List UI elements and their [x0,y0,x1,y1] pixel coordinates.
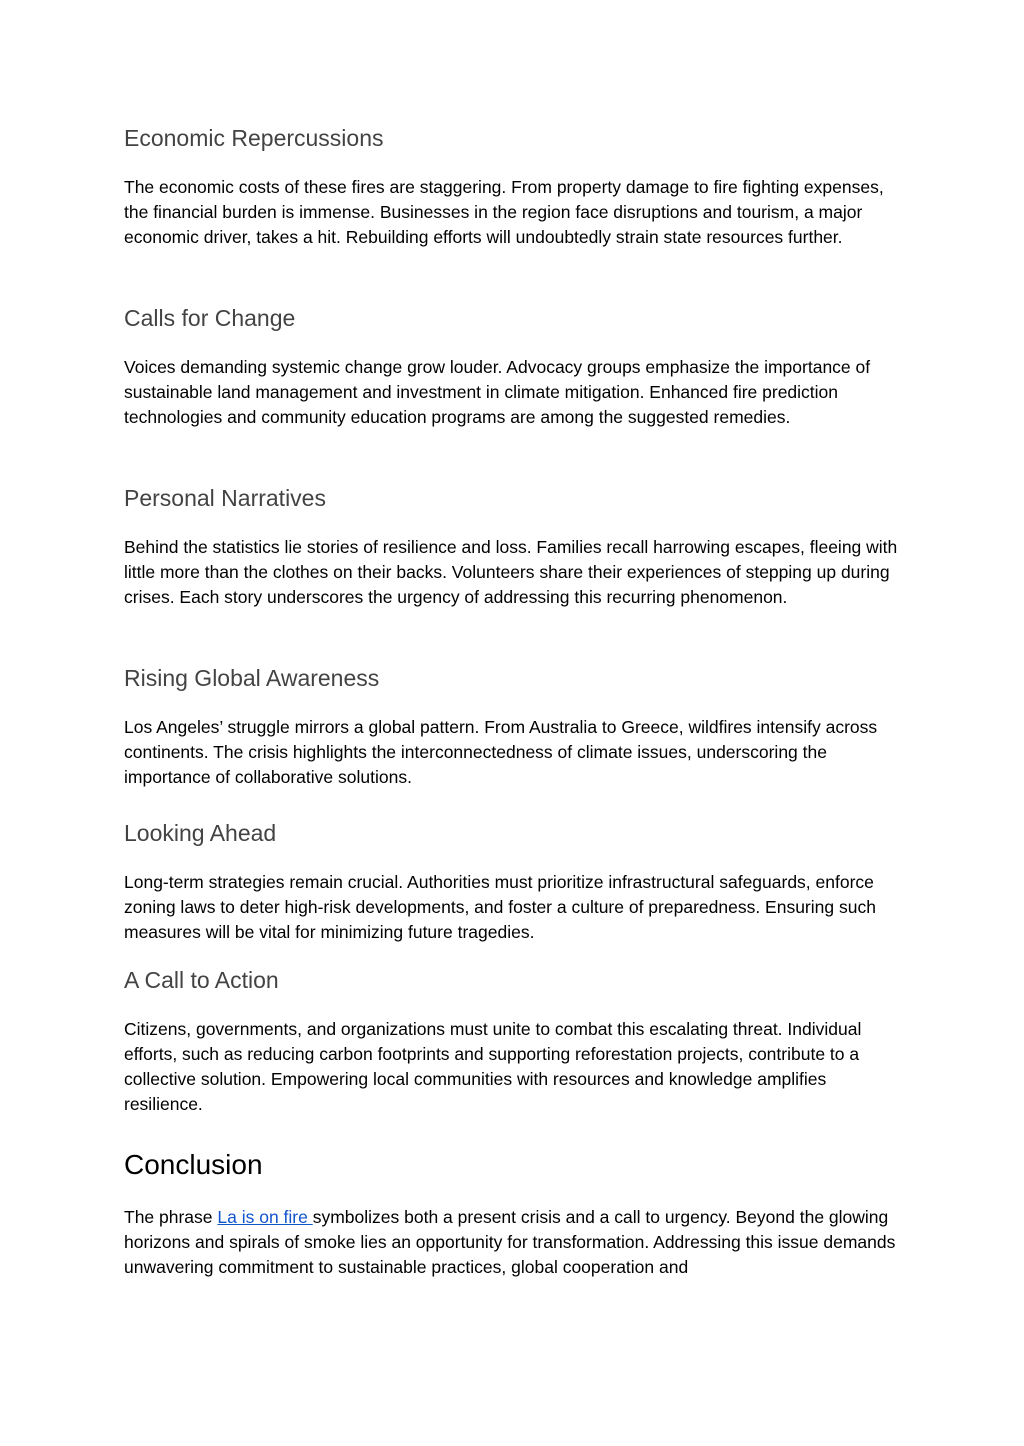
paragraph-calls-for-change: Voices demanding systemic change grow louder. Advocacy groups emphasize the importance of sustainable land management and investment in climate mitigation. Enhanced fire prediction technologies and community education programs are among the suggested remedies. [124,357,871,427]
conclusion-text-prefix: The phrase [124,1207,218,1227]
la-is-on-fire-link[interactable]: La is on fire [217,1207,313,1227]
heading-looking-ahead: Looking Ahead [124,820,277,846]
heading-personal-narratives: Personal Narratives [124,485,326,511]
paragraph-personal-narratives: Behind the statistics lie stories of resilience and loss. Families recall harrowing escapes, fleeing with little more than the clothes on their backs. Volunteers share their experiences of stepping up during crises. Each story underscores the urgency of addressing this recurring phenomenon. [124,537,898,607]
paragraph-rising-global-awareness: Los Angeles’ struggle mirrors a global pattern. From Australia to Greece, wildfires intensify across continents. The crisis highlights the interconnectedness of climate issues, underscoring the importance of collaborative solutions. [124,717,878,787]
heading-a-call-to-action: A Call to Action [124,967,279,993]
paragraph-a-call-to-action: Citizens, governments, and organizations must unite to combat this escalating threat. Individual efforts, such as reducing carbon footprints and supporting reforestation projects, contribute to a collective solution. Empowering local communities with resources and knowledge amplifies resilience. [124,1019,862,1114]
paragraph-conclusion [124,1205,904,1280]
conclusion-text-suffix: symbolizes both a present crisis and a call to urgency. Beyond the glowing horizons and spirals of smoke lies an opportunity for transformation. Addressing this issue demands unwavering commitment to sustainable practices, global cooperation and [124,1207,896,1277]
heading-calls-for-change: Calls for Change [124,305,296,331]
heading-economic-repercussions: Economic Repercussions [124,125,384,151]
paragraph-economic-repercussions: The economic costs of these fires are staggering. From property damage to fire fighting expenses, the financial burden is immense. Businesses in the region face disruptions and tourism, a major economic driver, takes a hit. Rebuilding efforts will undoubtedly strain state resources further. [124,177,884,247]
heading-conclusion: Conclusion [124,1149,263,1180]
paragraph-looking-ahead: Long-term strategies remain crucial. Authorities must prioritize infrastructural safeguards, enforce zoning laws to deter high-risk developments, and foster a culture of preparedness. Ensuring such measures will be vital for minimizing future tragedies. [124,872,876,942]
heading-rising-global-awareness: Rising Global Awareness [124,665,380,691]
